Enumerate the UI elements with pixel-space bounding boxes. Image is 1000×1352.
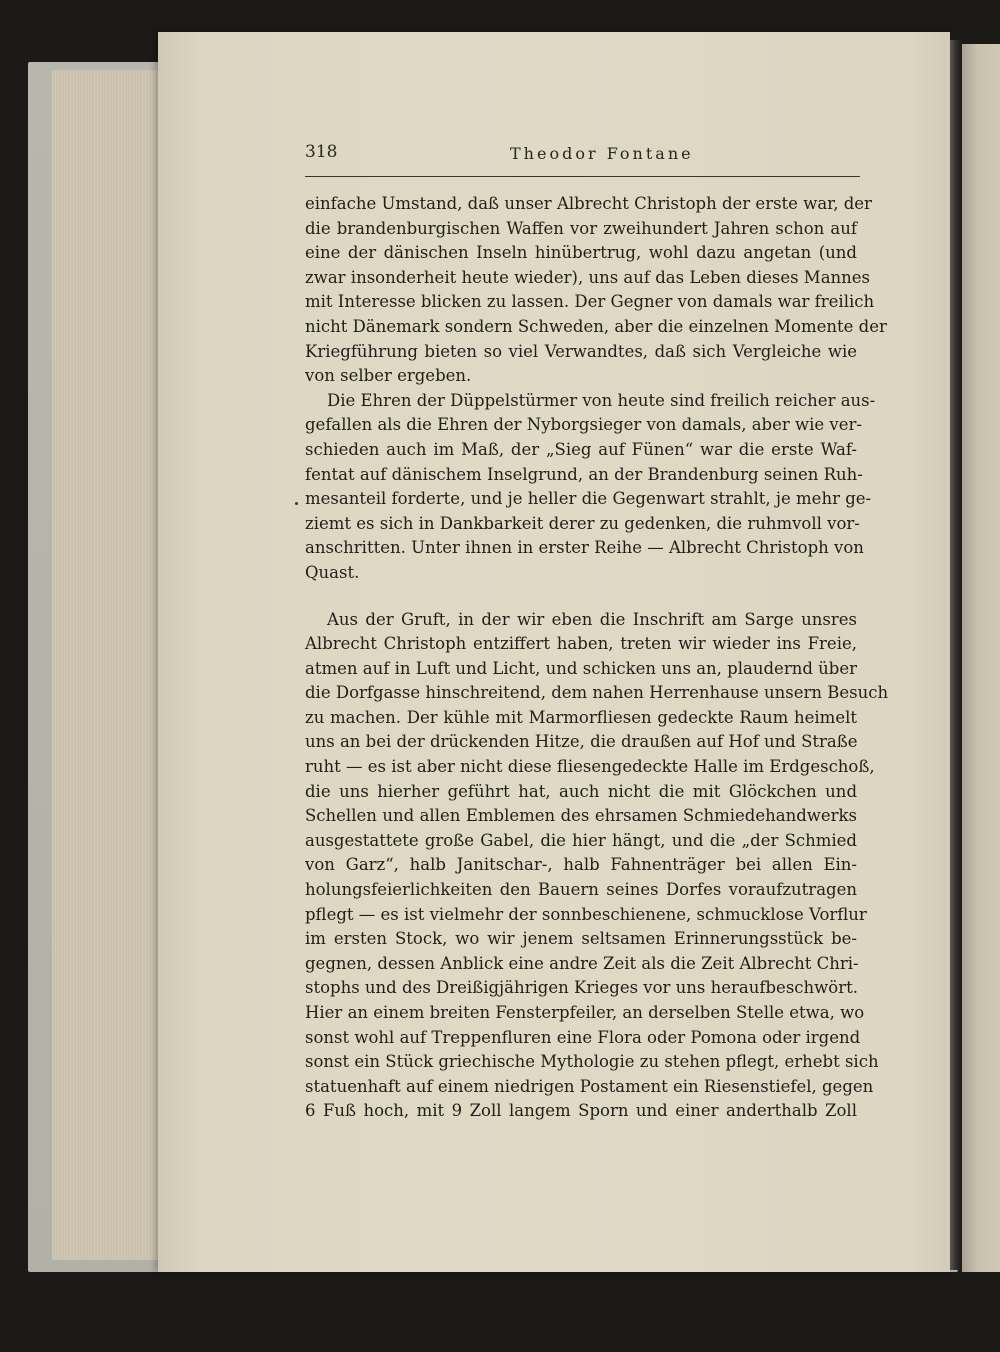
paragraph-1: [305, 192, 887, 389]
margin-speck: [295, 502, 298, 505]
text-line: fentat auf dänischem Inselgrund, an der Brandenburg seinen Ruh-: [305, 464, 863, 484]
text-line: stophs und des Dreißigjährigen Krieges vor uns heraufbeschwört.: [305, 978, 858, 998]
text-line: die brandenburgischen Waffen vor zweihundert Jahren schon auf: [305, 218, 857, 238]
text-line: holungsfeierlichkeiten den Bauern seines Dorfes voraufzutragen: [305, 880, 857, 900]
section-break: [305, 586, 857, 608]
body-text: [305, 192, 889, 1124]
text-line: einfache Umstand, daß unser Albrecht Christoph der erste war, der: [305, 194, 872, 213]
text-line: die Dorfgasse hinschreitend, dem nahen Herrenhause unsern Besuch: [305, 683, 889, 703]
paragraph-3: [305, 608, 889, 1124]
text-line: Die Ehren der Düppelstürmer von heute sind freilich reicher aus-: [327, 390, 876, 410]
text-line: zu machen. Der kühle mit Marmorfliesen gedeckte Raum heimelt: [305, 707, 857, 727]
book-gutter: [950, 40, 962, 1270]
text-line: anschritten. Unter ihnen in erster Reihe — Albrecht Christoph von: [305, 538, 864, 558]
text-line: ausgestattete große Gabel, die hier hängt, und die „der Schmied: [305, 830, 857, 850]
text-line: ziemt es sich in Dankbarkeit derer zu gedenken, die ruhmvoll vor-: [305, 513, 860, 533]
paragraph-2: [305, 389, 876, 586]
text-line: atmen auf in Luft und Licht, und schicken uns an, plaudernd über: [305, 658, 857, 678]
page-number: 318: [305, 142, 338, 162]
text-line: Hier an einem breiten Fensterpfeiler, an derselben Stelle etwa, wo: [305, 1003, 865, 1022]
text-line: ruht — es ist aber nicht diese fliesengedeckte Halle im Erdgeschoß,: [305, 757, 875, 777]
text-line: sonst wohl auf Treppenfluren eine Flora oder Pomona oder irgend: [305, 1027, 861, 1047]
text-line: nicht Dänemark sondern Schweden, aber die einzelnen Momente der: [305, 316, 887, 336]
text-line: von Garz“, halb Janitschar-, halb Fahnenträger bei allen Ein-: [305, 855, 857, 875]
text-line: mesanteil forderte, und je heller die Gegenwart strahlt, je mehr ge-: [305, 489, 872, 509]
text-line: sonst ein Stück griechische Mythologie zu stehen pflegt, erhebt sich: [305, 1052, 879, 1072]
text-line: Quast.: [305, 562, 360, 582]
text-line: die uns hierher geführt hat, auch nicht die mit Glöckchen und: [305, 781, 857, 801]
text-line: gegnen, dessen Anblick eine andre Zeit als die Zeit Albrecht Chri-: [305, 953, 859, 973]
text-line: schieden auch im Maß, der „Sieg auf Fünen“ war die erste Waf-: [305, 439, 857, 459]
text-line: mit Interesse blicken zu lassen. Der Gegner von damals war freilich: [305, 292, 875, 312]
text-line: von selber ergeben.: [305, 366, 472, 386]
text-line: 6 Fuß hoch, mit 9 Zoll langem Sporn und einer anderthalb Zoll: [305, 1101, 857, 1121]
page-header: [305, 142, 860, 177]
running-title: Theodor Fontane: [510, 144, 694, 163]
text-line: statuenhaft auf einem niedrigen Postament ein Riesenstiefel, gegen: [305, 1076, 874, 1096]
text-line: Albrecht Christoph entziffert haben, treten wir wieder ins Freie,: [305, 634, 857, 654]
text-line: pflegt — es ist vielmehr der sonnbeschienene, schmucklose Vorflur: [305, 904, 867, 924]
text-line: zwar insonderheit heute wieder), uns auf das Leben dieses Mannes: [305, 267, 871, 287]
facing-page-edge: [962, 44, 1000, 1272]
text-line: Schellen und allen Emblemen des ehrsamen Schmiedehandwerks: [305, 806, 857, 826]
text-line: uns an bei der drückenden Hitze, die draußen auf Hof und Straße: [305, 732, 858, 752]
page-edges: [52, 70, 172, 1260]
text-line: gefallen als die Ehren der Nyborgsieger von damals, aber wie ver-: [305, 415, 862, 435]
text-line: Kriegführung bieten so viel Verwandtes, daß sich Vergleiche wie: [305, 341, 857, 361]
text-line: Aus der Gruft, in der wir eben die Inschrift am Sarge unsres: [327, 609, 857, 629]
text-line: eine der dänischen Inseln hinübertrug, wohl dazu angetan (und: [305, 243, 857, 263]
text-line: im ersten Stock, wo wir jenem seltsamen Erinnerungsstück be-: [305, 929, 857, 949]
